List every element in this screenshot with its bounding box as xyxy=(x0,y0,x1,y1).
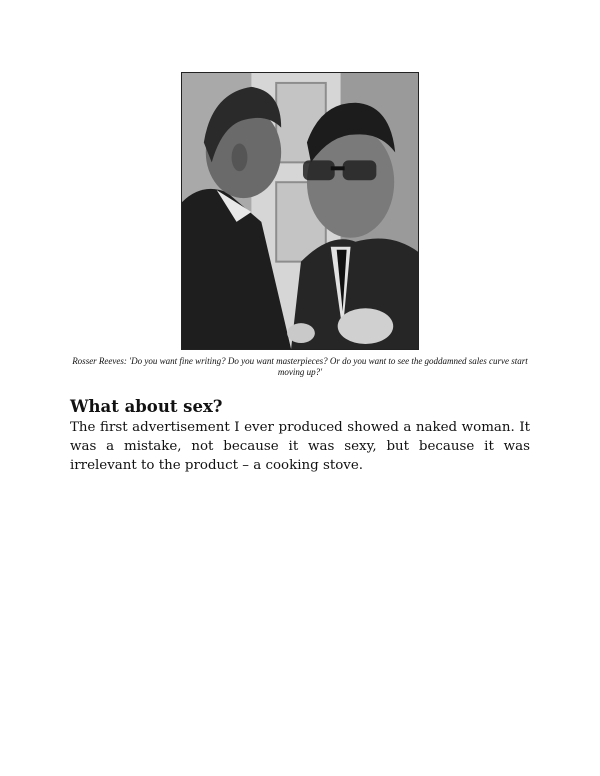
section-heading: What about sex? xyxy=(70,397,223,416)
body-paragraph: The first advertisement I ever produced showed a naked woman. It was a mistake, not because it was sexy, but because it was irrelevant to the product – a cooking stove. xyxy=(70,420,530,473)
two-men-photo xyxy=(182,73,418,349)
photo-caption: Rosser Reeves: 'Do you want fine writing? Do you want masterpieces? Or do you want to see the goddamned sales curve start moving up?' xyxy=(72,356,528,377)
photograph xyxy=(181,72,419,350)
